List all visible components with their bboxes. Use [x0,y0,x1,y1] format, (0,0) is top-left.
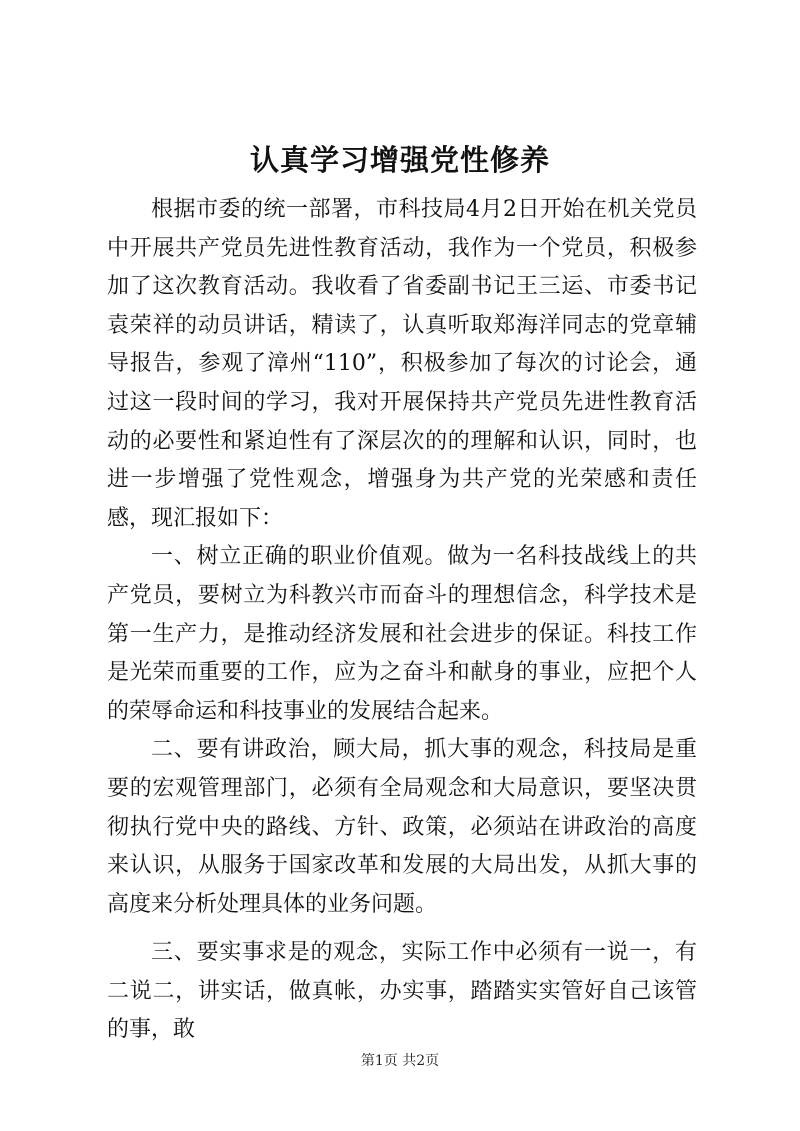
document-title: 认真学习增强党性修养 [249,143,550,177]
page-number-footer: 第1页 共2页 [360,1053,440,1069]
document-body [107,191,697,1050]
paragraph-intro: 根据市委的统一部署，市科技局4月2日开始在机关党员中开展共产党员先进性教育活动，我作为一个党员，积极参加了这次教育活动。我收看了省委副书记王三运、市委书记袁荣祥的动员讲话，精读了，认真听取郑海洋同志的党章辅导报告，参观了漳州“110”，积极参加了每次的讨论会，通过这一段时间的学习，我对开展保持共产党员先进性教育活动的必要性和紧迫性有了深层次的的理解和认识，同时，也进一步增强了党性观念，增强身为共产党的光荣感和责任感，现汇报如下： [107,197,697,531]
paragraph-point-1: 一、树立正确的职业价值观。做为一名科技战线上的共产党员，要树立为科教兴市而奋斗的理想信念，科学技术是第一生产力，是推动经济发展和社会进步的保证。科技工作是光荣而重要的工作，应为之奋斗和献身的事业，应把个人的荣辱命运和科技事业的发展结合起来。 [107,544,697,724]
paragraph-point-2: 二、要有讲政治，顾大局，抓大事的观念，科技局是重要的宏观管理部门，必须有全局观念和大局意识，要坚决贯彻执行党中央的路线、方针、政策，必须站在讲政治的高度来认识，从服务于国家改革和发展的大局出发，从抓大事的高度来分析处理具体的业务问题。 [107,737,697,917]
paragraph-point-3: 三、要实事求是的观念，实际工作中必须有一说一，有二说二，讲实话，做真帐，办实事，踏踏实实管好自己该管的事，敢 [107,940,697,1043]
